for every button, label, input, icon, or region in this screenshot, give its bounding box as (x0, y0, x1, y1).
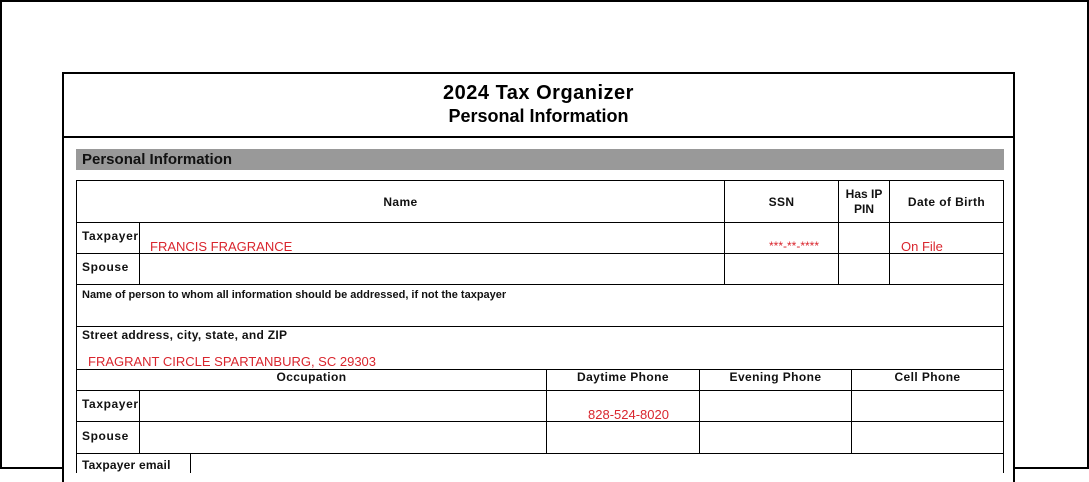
spouse-phones-row (76, 421, 1004, 453)
page-header (64, 74, 1013, 138)
address-row (76, 326, 1004, 369)
address-label: Street address, city, state, and ZIP (82, 328, 288, 342)
taxpayer-email-field[interactable] (191, 454, 1003, 473)
taxpayer-name-row (76, 222, 1004, 253)
section-title-bar: Personal Information (76, 149, 1004, 170)
taxpayer-name-value: FRANCIS FRAGRANCE (150, 239, 293, 254)
spouse-label: Spouse (82, 260, 129, 274)
spouse-daytime-phone-field[interactable] (547, 422, 700, 453)
address-value: FRAGRANT CIRCLE SPARTANBURG, SC 29303 (88, 354, 377, 369)
addressee-field[interactable] (77, 285, 1003, 326)
taxpayer-dob-field[interactable] (890, 223, 1003, 253)
occupation-column-header: Occupation (77, 370, 547, 390)
spouse-name-field[interactable] (140, 254, 725, 284)
taxpayer-email-label-cell (77, 454, 191, 473)
ssn-column-header: SSN (725, 181, 839, 222)
page-subtitle: Personal Information (448, 106, 629, 126)
spouse-row-label-cell (77, 254, 140, 284)
taxpayer-row-label-cell (77, 223, 140, 253)
page-title: 2024 Tax Organizer (443, 82, 634, 104)
spouse-evening-phone-field[interactable] (700, 422, 852, 453)
spouse-occupation-label: Spouse (82, 429, 129, 443)
taxpayer-ssn-value: ***-**-**** (769, 239, 820, 253)
daytime-phone-column-header: Daytime Phone (547, 370, 700, 390)
addressee-row (76, 284, 1004, 326)
spouse-cell-phone-field[interactable] (852, 422, 1003, 453)
spouse-ssn-field[interactable] (725, 254, 839, 284)
organizer-page (62, 72, 1015, 482)
taxpayer-ssn-field[interactable] (725, 223, 839, 253)
cell-phone-column-header: Cell Phone (894, 370, 961, 384)
spouse-dob-field[interactable] (890, 254, 1003, 284)
taxpayer-email-label: Taxpayer email (82, 458, 171, 472)
taxpayer-name-field[interactable] (140, 223, 725, 253)
taxpayer-occupation-field[interactable] (140, 391, 547, 421)
spouse-occupation-label-cell (77, 422, 140, 453)
taxpayer-daytime-phone-value: 828-524-8020 (588, 407, 669, 422)
taxpayer-label: Taxpayer (82, 229, 139, 243)
taxpayer-occupation-label: Taxpayer (82, 397, 139, 411)
dob-column-header: Date of Birth (907, 194, 986, 209)
ip-pin-column-header: Has IP PIN (839, 181, 890, 222)
address-field[interactable] (77, 327, 1003, 369)
taxpayer-dob-value: On File (901, 239, 943, 254)
names-header-row (76, 180, 1004, 222)
evening-phone-column-header: Evening Phone (700, 370, 852, 390)
personal-info-form (76, 180, 1004, 473)
taxpayer-occupation-label-cell (77, 391, 140, 421)
spouse-name-row (76, 253, 1004, 284)
taxpayer-evening-phone-field[interactable] (700, 391, 852, 421)
taxpayer-phones-row (76, 390, 1004, 421)
phones-header-row (76, 369, 1004, 390)
taxpayer-cell-phone-field[interactable] (852, 391, 1003, 421)
taxpayer-daytime-phone-field[interactable] (547, 391, 700, 421)
addressee-label: Name of person to whom all information should be addressed, if not the taxpayer (82, 289, 507, 301)
name-column-header: Name (77, 181, 725, 222)
taxpayer-email-row (76, 453, 1004, 473)
spouse-occupation-field[interactable] (140, 422, 547, 453)
taxpayer-ip-pin-field[interactable] (839, 223, 890, 253)
spouse-ip-pin-field[interactable] (839, 254, 890, 284)
